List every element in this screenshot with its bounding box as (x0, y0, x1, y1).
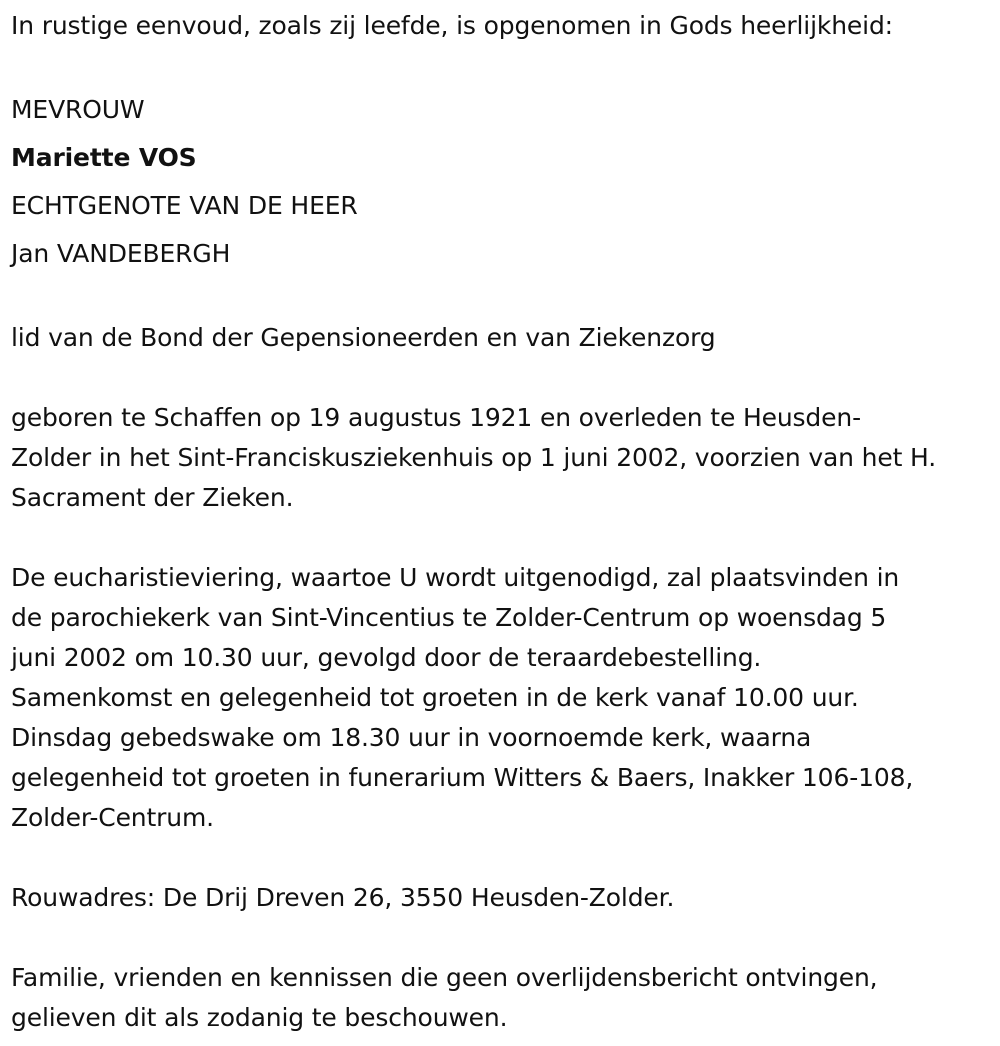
deceased-block (11, 86, 996, 278)
spacer (11, 278, 996, 318)
spacer (11, 358, 996, 398)
birth-death-paragraph (11, 398, 996, 518)
paragraph-line: gelieven dit als zodanig te beschouwen. (11, 1003, 508, 1032)
obituary-notice (11, 6, 996, 1038)
spacer (11, 46, 996, 86)
honorific: MEVROUW (11, 95, 145, 124)
paragraph-line: Zolder in het Sint-Franciskusziekenhuis op 1 juni 2002, voorzien van het H. (11, 443, 937, 472)
mourning-address: Rouwadres: De Drij Dreven 26, 3550 Heusden-Zolder. (11, 883, 675, 912)
membership-line: lid van de Bond der Gepensioneerden en van Ziekenzorg (11, 323, 716, 352)
paragraph-line: Dinsdag gebedswake om 18.30 uur in voornoemde kerk, waarna (11, 723, 812, 752)
deceased-name: Mariette VOS (11, 143, 197, 172)
paragraph-line: De eucharistieviering, waartoe U wordt uitgenodigd, zal plaatsvinden in (11, 563, 900, 592)
paragraph-line: Sacrament der Zieken. (11, 483, 294, 512)
spacer (11, 918, 996, 958)
paragraph-line: gelegenheid tot groeten in funerarium Witters & Baers, Inakker 106-108, (11, 763, 914, 792)
spouse-name: Jan VANDEBERGH (11, 239, 231, 268)
paragraph-line: Zolder-Centrum. (11, 803, 214, 832)
paragraph-line: Familie, vrienden en kennissen die geen overlijdensbericht ontvingen, (11, 963, 878, 992)
service-paragraph (11, 558, 996, 838)
spacer (11, 838, 996, 878)
intro-line: In rustige eenvoud, zoals zij leefde, is opgenomen in Gods heerlijkheid: (11, 11, 893, 40)
spacer (11, 518, 996, 558)
paragraph-line: juni 2002 om 10.30 uur, gevolgd door de teraardebestelling. (11, 643, 762, 672)
relation-label: ECHTGENOTE VAN DE HEER (11, 191, 358, 220)
closing-paragraph (11, 958, 996, 1038)
paragraph-line: de parochiekerk van Sint-Vincentius te Zolder-Centrum op woensdag 5 (11, 603, 887, 632)
paragraph-line: Samenkomst en gelegenheid tot groeten in de kerk vanaf 10.00 uur. (11, 683, 859, 712)
paragraph-line: geboren te Schaffen op 19 augustus 1921 en overleden te Heusden- (11, 403, 861, 432)
